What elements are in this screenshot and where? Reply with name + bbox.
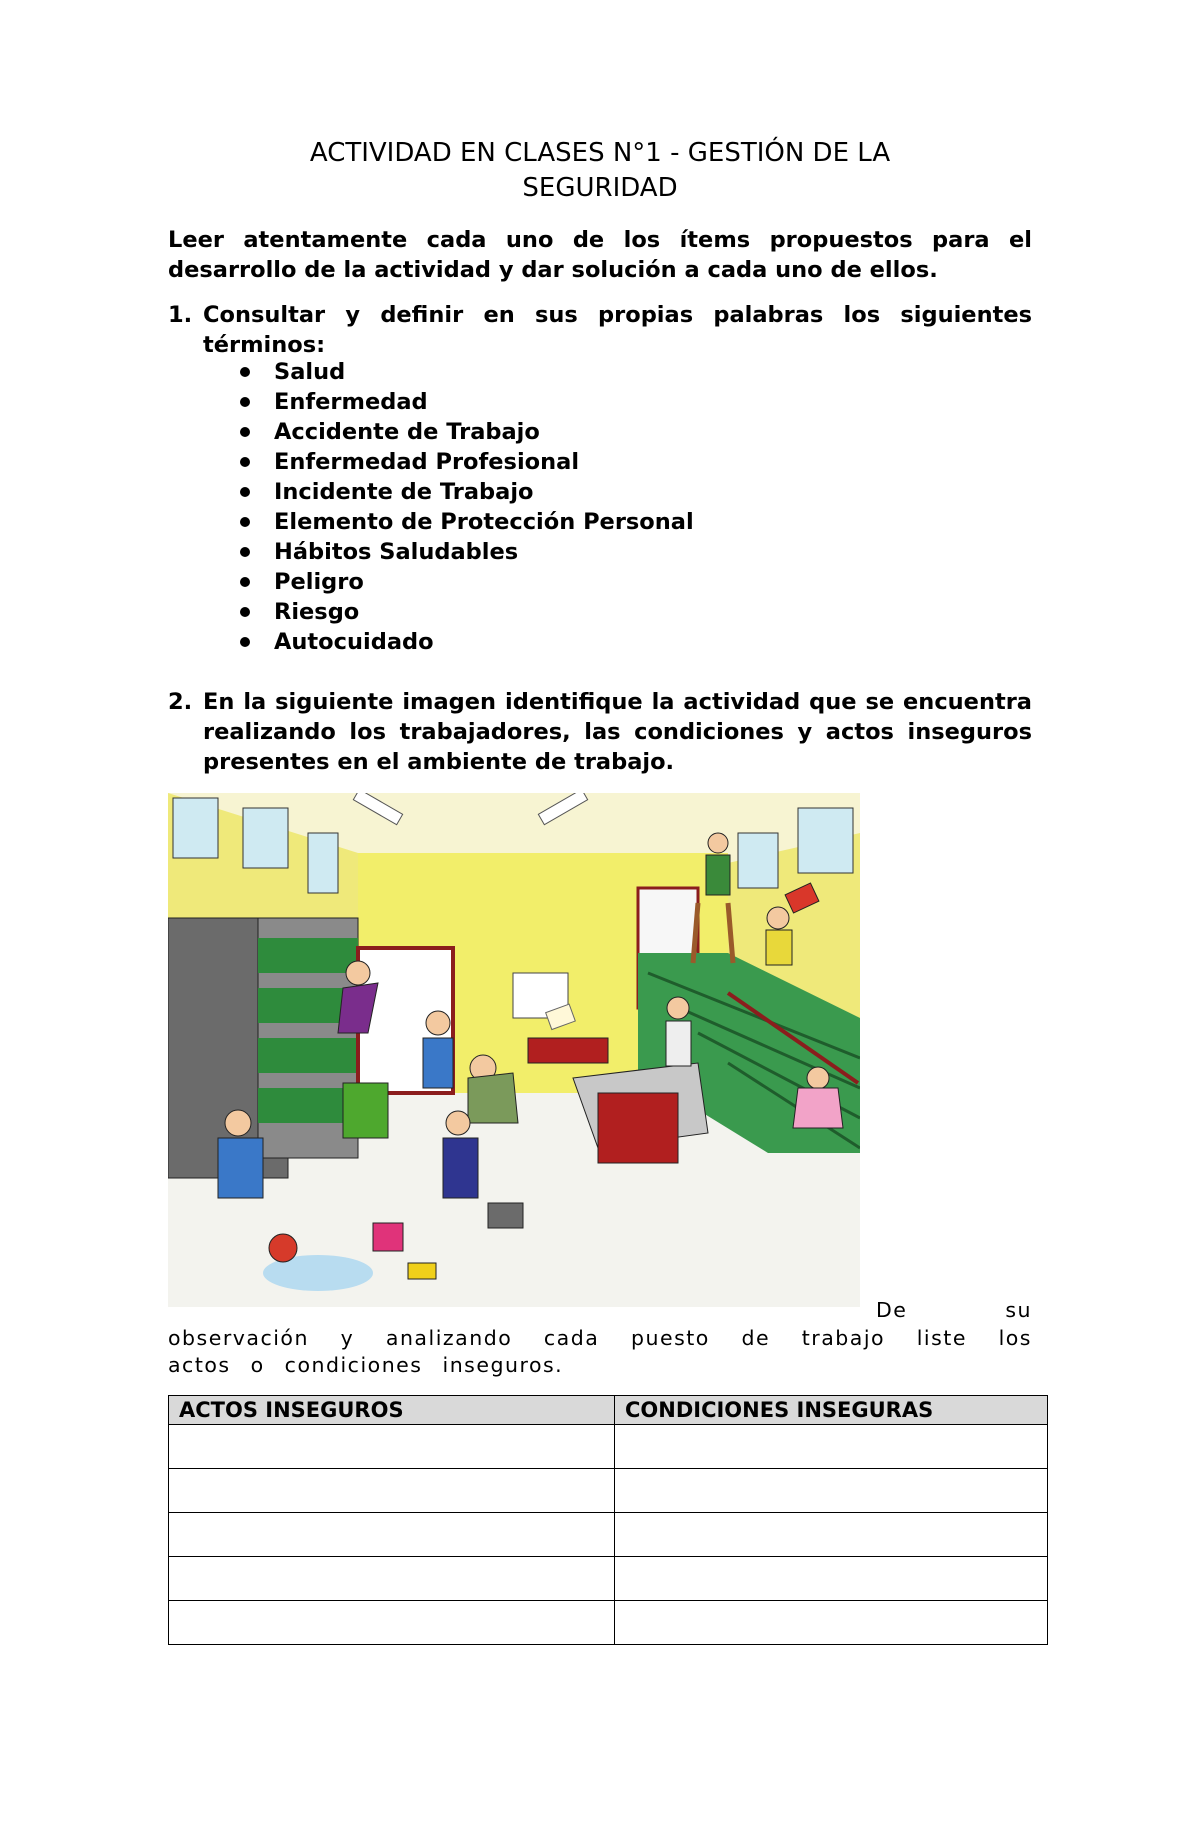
office-hazards-illustration (168, 793, 860, 1307)
bullet-icon (240, 457, 250, 467)
question-2 (168, 687, 1032, 777)
table-cell[interactable] (169, 1557, 615, 1601)
term-label: Riesgo (274, 599, 360, 625)
table-cell[interactable] (615, 1513, 1048, 1557)
table-row (169, 1425, 1048, 1469)
term-item (240, 417, 694, 447)
term-label: Salud (274, 359, 346, 385)
observation-line-1: De su (876, 1298, 1032, 1322)
table-cell[interactable] (169, 1601, 615, 1645)
term-item (240, 477, 694, 507)
term-label: Accidente de Trabajo (274, 419, 540, 445)
table-row (169, 1601, 1048, 1645)
intro-paragraph: Leer atentamente cada uno de los ítems propuestos para el desarrollo de la actividad y dar solución a cada uno de ellos. (168, 227, 1032, 283)
table-cell[interactable] (615, 1557, 1048, 1601)
table-cell[interactable] (615, 1425, 1048, 1469)
term-label: Hábitos Saludables (274, 539, 519, 565)
term-item (240, 357, 694, 387)
terms-list (240, 357, 694, 657)
term-label: Autocuidado (274, 629, 434, 655)
bullet-icon (240, 427, 250, 437)
question-1 (168, 300, 1032, 360)
term-label: Peligro (274, 569, 364, 595)
term-item (240, 387, 694, 417)
term-label: Incidente de Trabajo (274, 479, 534, 505)
term-label: Elemento de Protección Personal (274, 509, 694, 535)
table-cell[interactable] (615, 1601, 1048, 1645)
bullet-icon (240, 607, 250, 617)
term-label: Enfermedad (274, 389, 428, 415)
table-cell[interactable] (615, 1469, 1048, 1513)
table-row (169, 1513, 1048, 1557)
table-cell[interactable] (169, 1469, 615, 1513)
title-line-1: ACTIVIDAD EN CLASES N°1 - GESTIÓN DE LA (309, 138, 891, 168)
table-cell[interactable] (169, 1425, 615, 1469)
table-row (169, 1557, 1048, 1601)
table-cell[interactable] (169, 1513, 615, 1557)
term-item (240, 567, 694, 597)
term-item (240, 447, 694, 477)
term-item (240, 507, 694, 537)
table-header-row (169, 1396, 1048, 1425)
title-line-2: SEGURIDAD (522, 173, 678, 203)
bullet-icon (240, 637, 250, 647)
table-row (169, 1469, 1048, 1513)
term-item (240, 597, 694, 627)
page-title (168, 136, 1032, 206)
term-item (240, 537, 694, 567)
bullet-icon (240, 577, 250, 587)
question-1-text: Consultar y definir en sus propias palabras los siguientes términos: (203, 302, 1032, 358)
bullet-icon (240, 367, 250, 377)
observation-instruction (168, 1297, 1032, 1380)
term-label: Enfermedad Profesional (274, 449, 580, 475)
question-1-number: 1. (168, 302, 193, 328)
bullet-icon (240, 547, 250, 557)
question-2-text: En la siguiente imagen identifique la actividad que se encuentra realizando los trabajadores, las condiciones y actos inseguros presentes en el ambiente de trabajo. (203, 689, 1032, 775)
observation-line-2: observación y analizando cada puesto de trabajo liste los (168, 1325, 1032, 1350)
header-actos-inseguros: ACTOS INSEGUROS (169, 1396, 615, 1425)
question-2-number: 2. (168, 689, 193, 715)
observation-line-3: actos o condiciones inseguros. (168, 1353, 564, 1377)
header-condiciones-inseguras: CONDICIONES INSEGURAS (615, 1396, 1048, 1425)
bullet-icon (240, 397, 250, 407)
bullet-icon (240, 487, 250, 497)
term-item (240, 627, 694, 657)
bullet-icon (240, 517, 250, 527)
unsafe-acts-conditions-table (168, 1395, 1048, 1645)
